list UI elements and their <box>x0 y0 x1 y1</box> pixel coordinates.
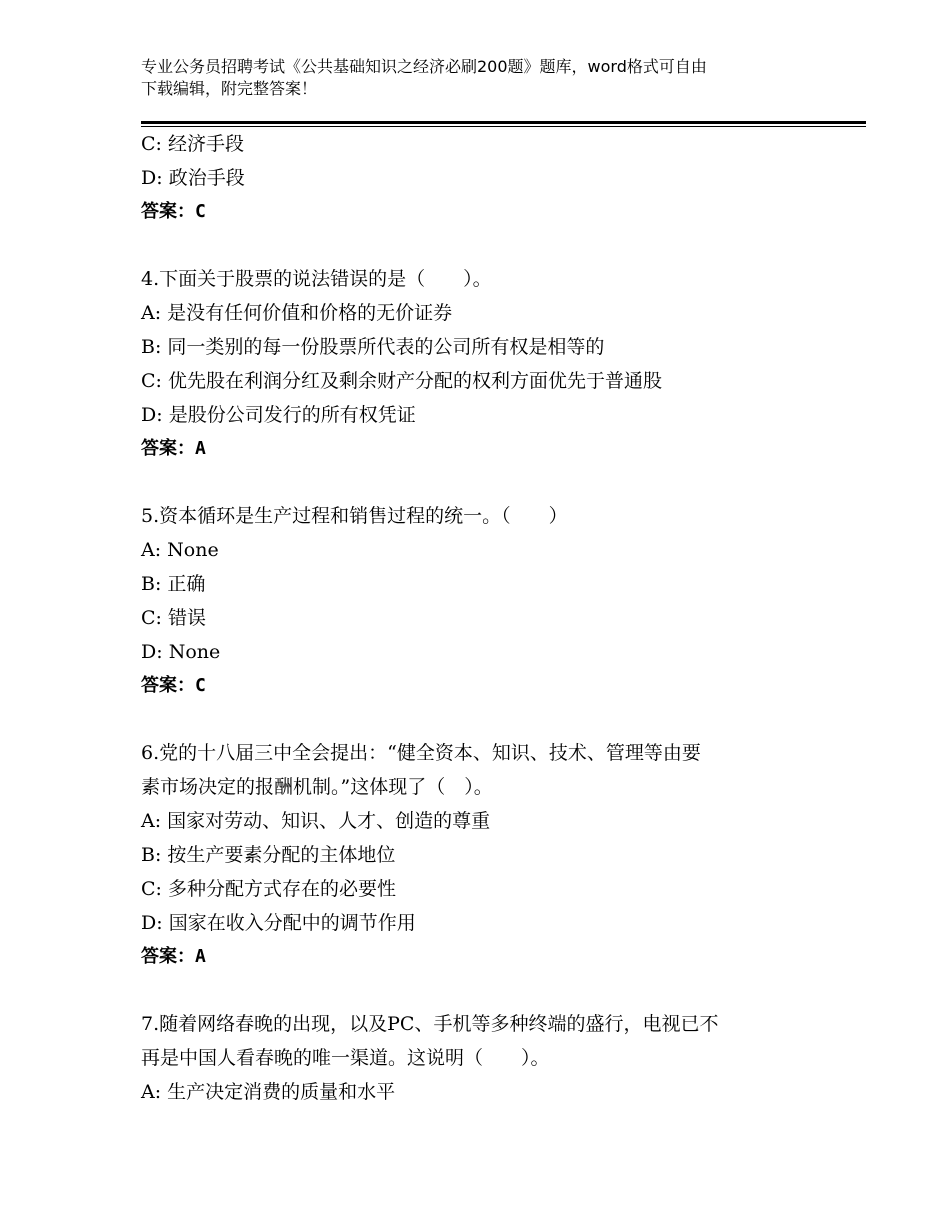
question-text: 5.资本循环是生产过程和销售过程的统一。（ ） <box>141 505 568 527</box>
question-text-line-2: 再是中国人看春晚的唯一渠道。这说明（ ）。 <box>141 1047 550 1069</box>
answer-line: 答案：C <box>141 675 206 696</box>
question-text-line-1: 6.党的十八届三中全会提出：“健全资本、知识、技术、管理等由要 <box>141 742 701 764</box>
answer-line: 答案：A <box>141 438 206 459</box>
option-d: D: 是股份公司发行的所有权凭证 <box>141 404 416 426</box>
question-text-line-1: 7.随着网络春晚的出现，以及PC、手机等多种终端的盛行，电视已不 <box>141 1013 719 1035</box>
option-d: D: 政治手段 <box>141 167 245 189</box>
question-block-4 <box>141 262 821 466</box>
option-c: C: 经济手段 <box>141 133 245 155</box>
document-body <box>141 127 821 1109</box>
header-title-line-2: 下载编辑，附完整答案！ <box>141 79 318 98</box>
answer-line: 答案：A <box>141 946 206 967</box>
question-block-prev <box>141 127 821 229</box>
option-b: B: 同一类别的每一份股票所代表的公司所有权是相等的 <box>141 336 605 358</box>
header-divider-thick <box>141 121 866 124</box>
question-text: 4.下面关于股票的说法错误的是（ ）。 <box>141 268 492 290</box>
option-c: C: 多种分配方式存在的必要性 <box>141 878 397 900</box>
option-c: C: 优先股在利润分红及剩余财产分配的权利方面优先于普通股 <box>141 370 663 392</box>
option-d: D: None <box>141 641 221 663</box>
document-header <box>141 56 821 100</box>
option-d: D: 国家在收入分配中的调节作用 <box>141 912 416 934</box>
question-block-7 <box>141 1007 821 1109</box>
header-title-line-1: 专业公务员招聘考试《公共基础知识之经济必刷200题》题库，word格式可自由 <box>141 57 707 76</box>
option-a: A: 国家对劳动、知识、人才、创造的尊重 <box>141 810 491 832</box>
option-b: B: 按生产要素分配的主体地位 <box>141 844 396 866</box>
option-b: B: 正确 <box>141 573 206 595</box>
question-block-6 <box>141 736 821 974</box>
option-a: A: None <box>141 539 219 561</box>
option-a: A: 是没有任何价值和价格的无价证券 <box>141 302 453 324</box>
question-block-5 <box>141 499 821 703</box>
option-a: A: 生产决定消费的质量和水平 <box>141 1081 396 1103</box>
option-c: C: 错误 <box>141 607 207 629</box>
answer-line: 答案：C <box>141 201 206 222</box>
question-text-line-2: 素市场决定的报酬机制。”这体现了（ ）。 <box>141 776 493 798</box>
